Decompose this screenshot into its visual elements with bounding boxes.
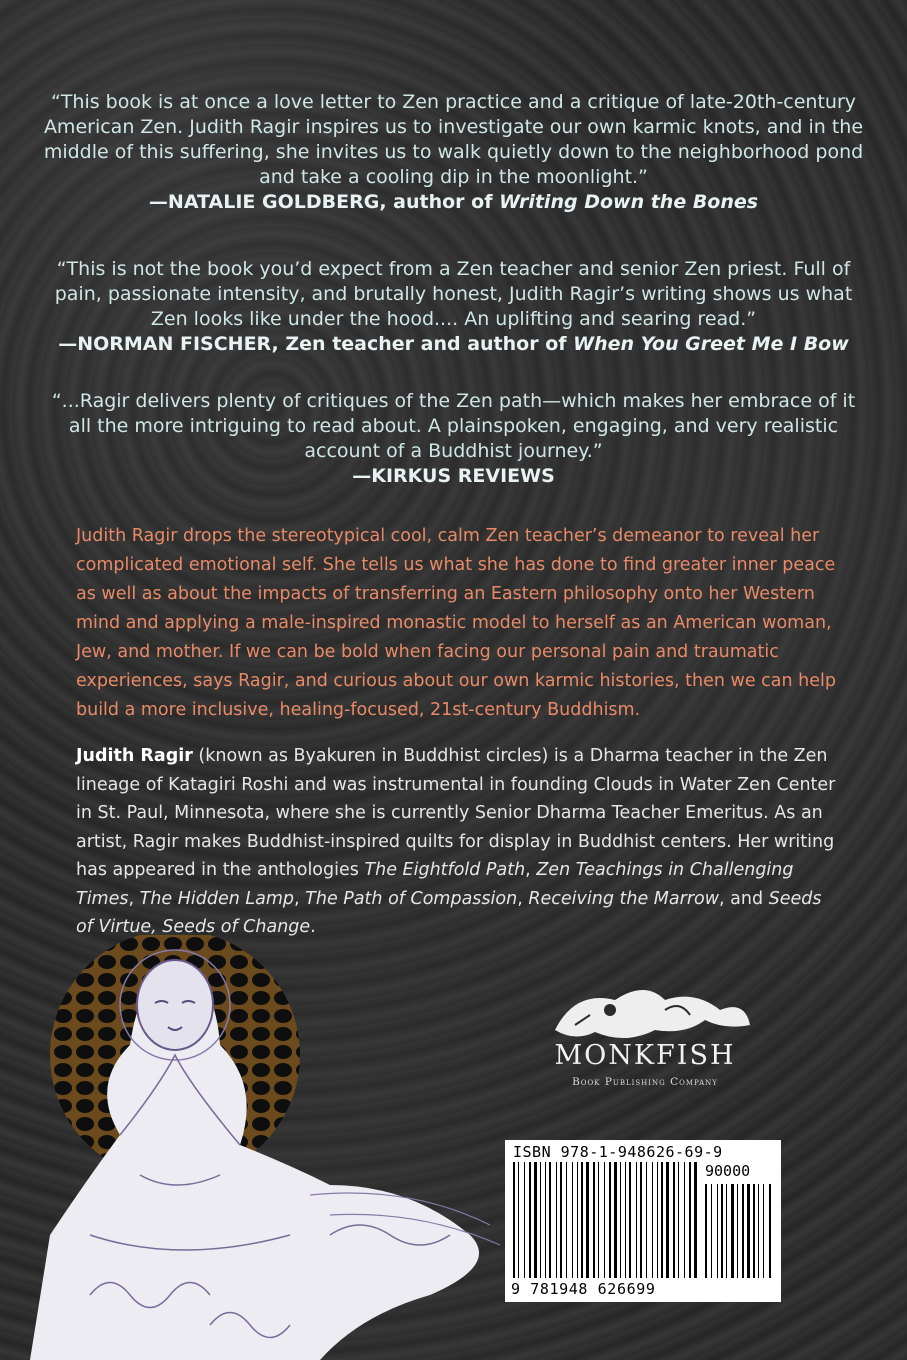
blurb-natalie-goldberg — [40, 90, 867, 215]
blurb-kirkus — [40, 389, 867, 489]
blurb-attribution: —KIRKUS REVIEWS — [352, 465, 555, 487]
bio-text: (known as Byakuren in Buddhist circles) is a Dharma teacher in the Zen lineage of Katagiri Roshi and was instrumental in founding Clouds in Water Zen Center in St. Paul, Minnesota, where she is currently Senior Dharma Teacher Emeritus. As an artist, Ragir makes Buddhist-inspired quilts for display in Buddhist centers. Her writing has appeared in the anthologies — [76, 746, 836, 880]
isbn-label: ISBN 978-1-948626-69-9 — [513, 1143, 723, 1161]
author-name: Judith Ragir — [76, 746, 193, 766]
blurb-text: “...Ragir delivers plenty of critiques of the Zen path—which makes her embrace of it all the more intriguing to read about. A plainspoken, engaging, and very realistic account of a Buddhist journey.” — [51, 390, 856, 462]
publisher-name: MONKFISH — [554, 1040, 736, 1071]
blurb-text: “This book is at once a love letter to Zen practice and a critique of late-20th-century American Zen. Judith Ragir inspires us to investigate our own karmic knots, and in the middle of this suffering, she invites us to walk quietly down to the neighborhood pond and take a cooling dip in the moonlight.” — [43, 91, 864, 188]
ean-digits: 9 781948 626699 — [511, 1280, 656, 1298]
blurb-attribution: —NORMAN FISCHER, Zen teacher and author of When You Greet Me I Bow — [58, 333, 849, 355]
blurb-norman-fischer — [40, 257, 867, 357]
price-code: 90000 — [705, 1162, 751, 1180]
isbn-barcode — [505, 1140, 781, 1302]
publisher-subtitle: Book Publishing Company — [572, 1076, 718, 1088]
blurb-attribution: —NATALIE GOLDBERG, author of Writing Down the Bones — [148, 191, 759, 213]
barcode-bars — [509, 1162, 777, 1280]
book-description: Judith Ragir drops the stereotypical cool, calm Zen teacher’s demeanor to reveal her complicated emotional self. She tells us what she has done to find greater inner peace as well as about the impacts of transferring an Eastern philosophy onto her Western mind and applying a male-inspired monastic model to herself as an American woman, Jew, and mother. If we can be bold when facing our personal pain and traumatic experiences, says Ragir, and curious about our own karmic histories, then we can help build a more inclusive, healing-focused, 21st-century Buddhism. — [76, 526, 837, 720]
head-shape — [137, 960, 213, 1050]
author-bio: Judith Ragir (known as Byakuren in Buddhist circles) is a Dharma teacher in the Zen lineage of Katagiri Roshi and was instrumental in founding Clouds in Water Zen Center in St. Paul, Minnesota, where she is currently Senior Dharma Teacher Emeritus. As an artist, Ragir makes Buddhist-inspired quilts for display in Buddhist centers. Her writing has appeared in the anthologies The Eightfold Path, Zen Teachings in Challenging Times, The Hidden Lamp, The Path of Compassion, Receiving the Marrow, and Seeds of Virtue, Seeds of Change. — [76, 746, 836, 937]
buddha-quilt-illustration — [30, 935, 550, 1360]
blurb-text: “This is not the book you’d expect from a Zen teacher and senior Zen priest. Full of pain, passionate intensity, and brutally honest, Judith Ragir’s writing shows us what Zen looks like under the hood.... An uplifting and searing read.” — [54, 258, 853, 330]
